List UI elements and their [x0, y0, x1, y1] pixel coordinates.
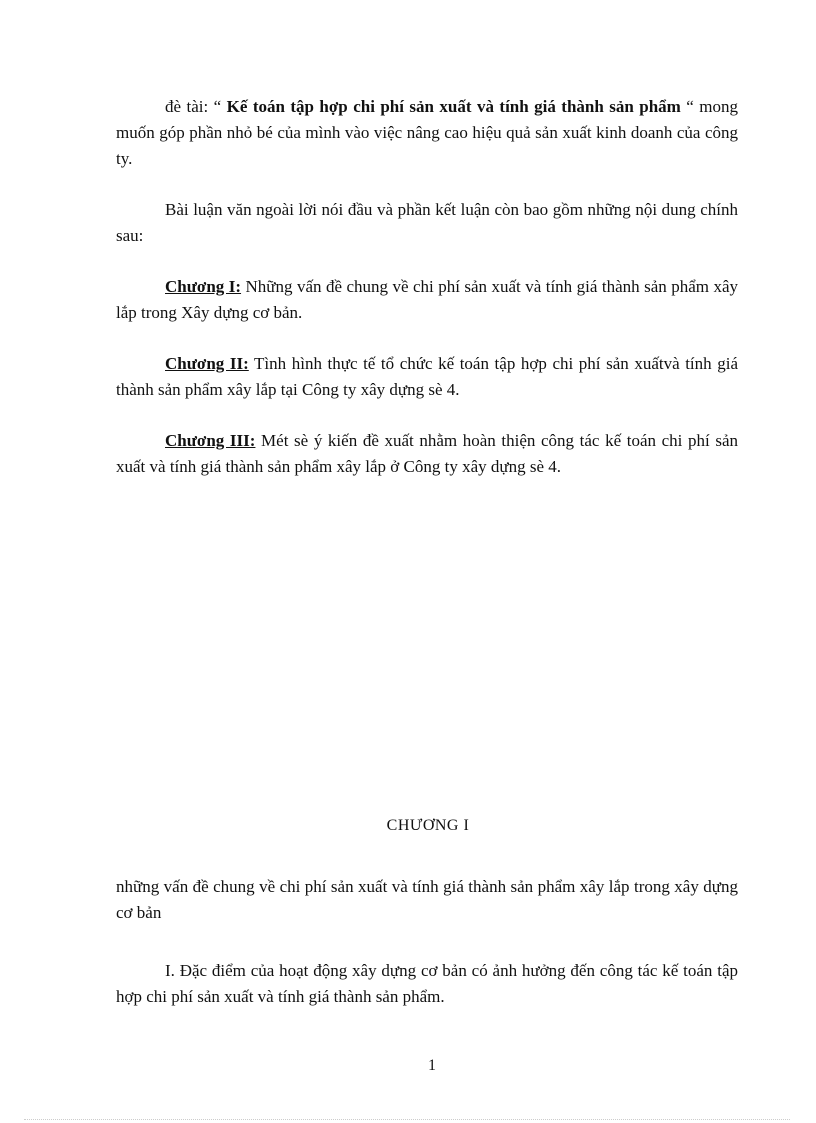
thesis-title: Kế toán tập hợp chi phí sản xuất và tính giá thành sản phẩm [226, 97, 681, 116]
chapter-subtitle: những vấn đề chung về chi phí sản xuất và tính giá thành sản phẩm xây lắp trong xây dựng cơ bản [116, 877, 738, 922]
chapter-2-label: Chương II: [165, 354, 249, 373]
intro-paragraph [116, 94, 738, 172]
page-number: 1 [428, 1057, 436, 1074]
chapter-1-label: Chương I: [165, 277, 242, 296]
page-bottom-rule [24, 1119, 790, 1120]
chapter-3-label: Chương III: [165, 431, 256, 450]
chapter-2-paragraph [116, 351, 738, 403]
chapter-heading: CHƯƠNG I [386, 817, 470, 834]
chapter-1-text: Những vấn đề chung về chi phí sản xuất và tính giá thành sản phẩm xây lắp trong Xây dựng cơ bản. [116, 277, 738, 322]
intro-suffix: “ mong muốn góp phần nhỏ bé của mình vào việc nâng cao hiệu quả sản xuất kinh doanh của công ty. [116, 97, 739, 168]
chapter-1-paragraph [116, 274, 738, 326]
chapter-3-text: Mét sè ý kiến đề xuất nhằm hoàn thiện công tác kế toán chi phí sản xuất và tính giá thành sản phẩm xây lắp ở Công ty xây dựng sè 4. [116, 431, 739, 476]
intro-prefix: đè tài: “ [165, 97, 227, 116]
chapter-2-text: Tình hình thực tế tổ chức kế toán tập hợp chi phí sản xuấtvà tính giá thành sản phẩm xây lắp tại Công ty xây dựng sè 4. [116, 354, 738, 399]
chapter-3-paragraph [116, 428, 738, 480]
overview-paragraph: Bài luận văn ngoài lời nói đầu và phần kết luận còn bao gồm những nội dung chính sau: [116, 200, 738, 245]
section-1-heading: I. Đặc điểm của hoạt động xây dựng cơ bản có ảnh hưởng đến công tác kế toán tập hợp chi phí sản xuất và tính giá thành sản phẩm. [116, 961, 738, 1006]
